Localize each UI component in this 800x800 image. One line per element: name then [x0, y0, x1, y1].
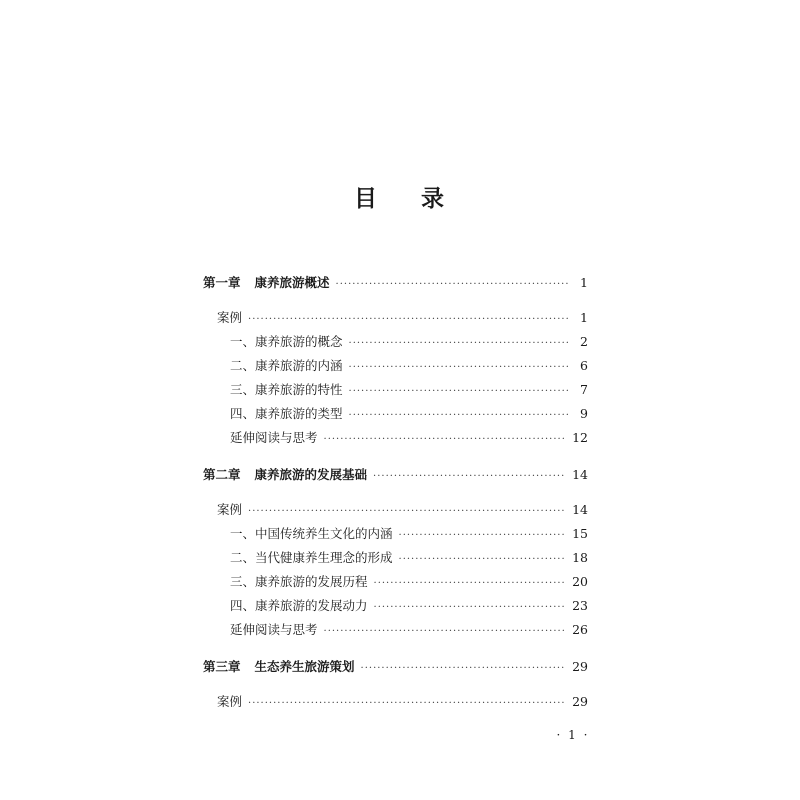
entry-title: 三、康养旅游的发展历程: [230, 574, 368, 589]
leader-dots: [349, 360, 570, 376]
leader-dots: [349, 384, 570, 400]
toc-entry[interactable]: [230, 526, 588, 544]
leader-dots: [336, 277, 570, 293]
toc-entry[interactable]: [230, 358, 588, 376]
entry-title: 一、康养旅游的概念: [230, 334, 343, 349]
chapter-number: 第一章: [203, 275, 241, 290]
leader-dots: [248, 696, 566, 712]
page-title: [0, 180, 800, 213]
page-number: 1: [580, 275, 588, 290]
chapter-title: 康养旅游概述: [254, 275, 330, 290]
leader-dots: [374, 600, 567, 616]
leader-dots: [399, 552, 567, 568]
page-number: 15: [572, 526, 588, 541]
entry-title: 四、康养旅游的类型: [230, 406, 343, 421]
toc-entry[interactable]: [230, 334, 588, 352]
page-number: 14: [572, 502, 588, 517]
chapter-number: 第三章: [203, 659, 241, 674]
toc-entry[interactable]: [230, 382, 588, 400]
leader-dots: [361, 661, 567, 677]
toc-entry[interactable]: [230, 430, 588, 448]
toc-entry[interactable]: [230, 406, 588, 424]
toc-chapter-1[interactable]: [203, 275, 588, 293]
leader-dots: [248, 312, 570, 328]
page-number: 1: [580, 310, 588, 325]
entry-title: 案例: [217, 694, 243, 709]
entry-title: 案例: [217, 502, 243, 517]
leader-dots: [374, 576, 567, 592]
entry-title: 四、康养旅游的发展动力: [230, 598, 368, 613]
title-char-1: 目: [354, 186, 379, 212]
toc-chapter-3[interactable]: [203, 659, 588, 677]
leader-dots: [373, 469, 566, 485]
toc-entry[interactable]: [217, 502, 588, 520]
page-number: 29: [572, 694, 588, 709]
page-number: 14: [572, 467, 588, 482]
page-number: 9: [580, 406, 588, 421]
page-number: 23: [572, 598, 588, 613]
leader-dots: [324, 624, 567, 640]
page-number: 20: [572, 574, 588, 589]
entry-title: 延伸阅读与思考: [230, 430, 318, 445]
page-number: 12: [572, 430, 588, 445]
entry-title: 三、康养旅游的特性: [230, 382, 343, 397]
leader-dots: [349, 408, 570, 424]
entry-title: 二、康养旅游的内涵: [230, 358, 343, 373]
chapter-number: 第二章: [203, 467, 241, 482]
leader-dots: [399, 528, 567, 544]
leader-dots: [349, 336, 570, 352]
chapter-title: 康养旅游的发展基础: [254, 467, 368, 482]
title-char-2: 录: [421, 186, 446, 212]
chapter-title: 生态养生旅游策划: [254, 659, 355, 674]
page-number: 6: [580, 358, 588, 373]
entry-title: 一、中国传统养生文化的内涵: [230, 526, 393, 541]
page-number: 18: [572, 550, 588, 565]
toc-entry[interactable]: [230, 550, 588, 568]
page-number: 7: [580, 382, 588, 397]
toc-entry[interactable]: [230, 598, 588, 616]
leader-dots: [324, 432, 567, 448]
page-number: 26: [572, 622, 588, 637]
toc-entry[interactable]: [217, 310, 588, 328]
leader-dots: [248, 504, 566, 520]
page-number: 2: [580, 334, 588, 349]
entry-title: 案例: [217, 310, 243, 325]
entry-title: 延伸阅读与思考: [230, 622, 318, 637]
toc-entry[interactable]: [230, 574, 588, 592]
toc-entry[interactable]: [217, 694, 588, 712]
toc-entry[interactable]: [230, 622, 588, 640]
page-footer-number: · 1 ·: [556, 728, 590, 742]
page-number: 29: [572, 659, 588, 674]
entry-title: 二、当代健康养生理念的形成: [230, 550, 393, 565]
toc-chapter-2[interactable]: [203, 467, 588, 485]
